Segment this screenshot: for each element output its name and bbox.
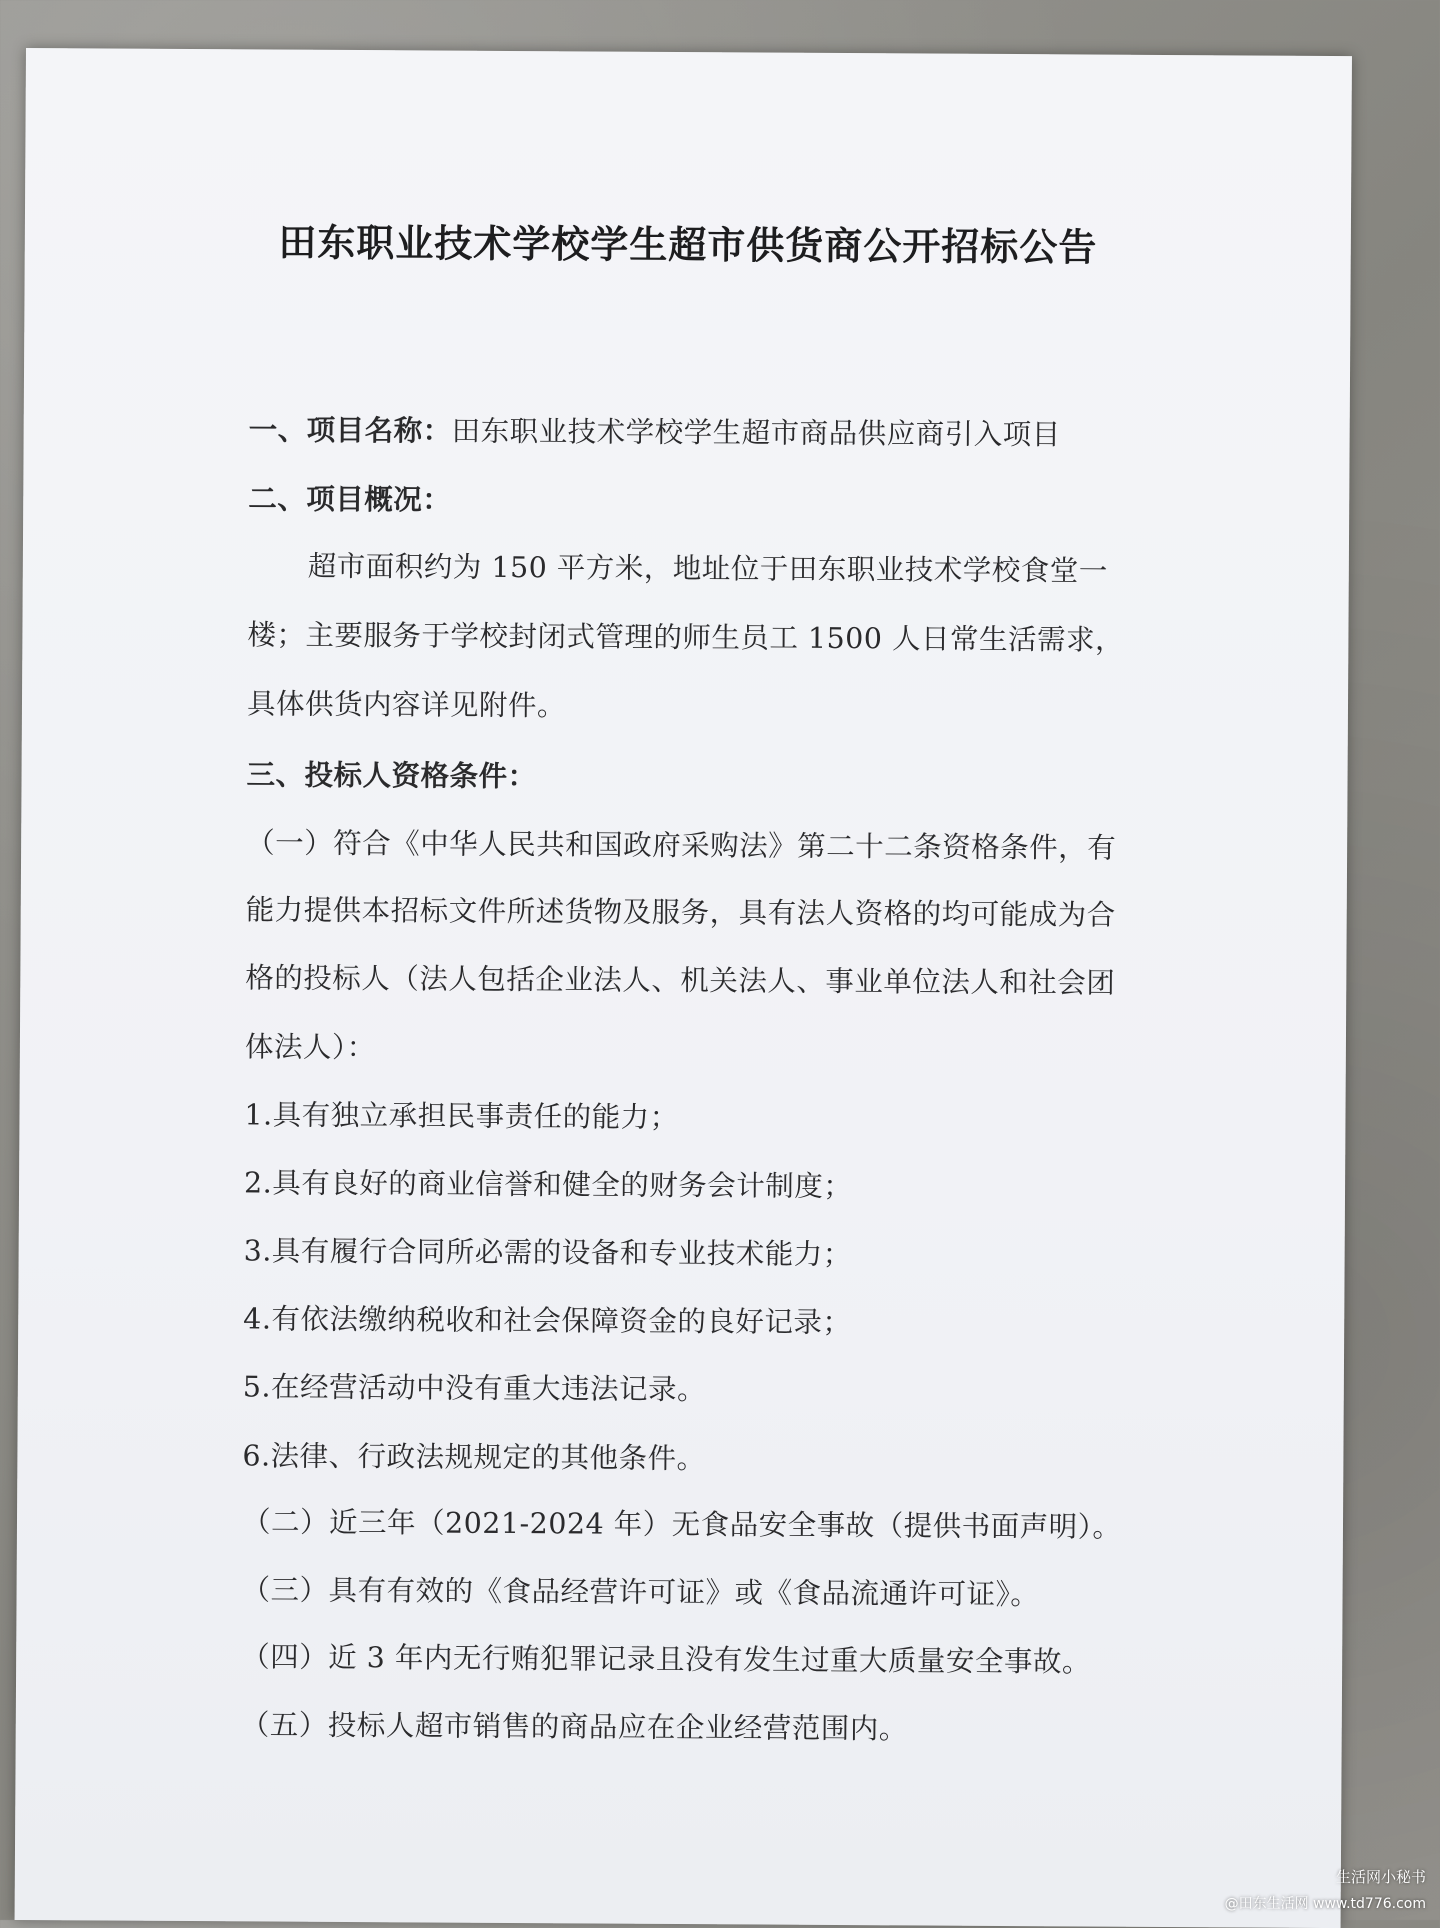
numbered-item: 3.具有履行合同所必需的设备和专业技术能力； — [243, 1234, 852, 1272]
item2-paragraph-line: 楼；主要服务于学校封闭式管理的师生员工 1500 人日常生活需求， — [247, 618, 1125, 657]
item1-value: 田东职业技术学校学生超市商品供应商引入项目 — [451, 414, 1061, 452]
item3-sub1-line: 格的投标人（法人包括企业法人、机关法人、事业单位法人和社会团 — [245, 961, 1116, 1000]
item3-sub1-line: （一）符合《中华人民共和国政府采购法》第二十二条资格条件，有 — [246, 826, 1117, 865]
item3-sub5: （五）投标人超市销售的商品应在企业经营范围内。 — [240, 1708, 908, 1746]
item3-sub1-line: 能力提供本招标文件所述货物及服务，具有法人资格的均可能成为合 — [245, 893, 1116, 932]
numbered-item: 4.有依法缴纳税收和社会保障资金的良好记录； — [243, 1302, 852, 1340]
item2-paragraph-line: 具体供货内容详见附件。 — [246, 687, 567, 723]
item1-label: 一、项目名称： — [248, 413, 452, 448]
item3-sub4: （四）近 3 年内无行贿犯罪记录且没有发生过重大质量安全事故。 — [241, 1640, 1092, 1679]
document-page — [15, 48, 1352, 1928]
numbered-item: 1.具有独立承担民事责任的能力； — [244, 1098, 679, 1135]
item3-sub2: （二）近三年（2021-2024 年）无食品安全事故（提供书面声明）。 — [241, 1505, 1122, 1544]
numbered-item: 2.具有良好的商业信誉和健全的财务会计制度； — [243, 1166, 853, 1204]
numbered-item: 5.在经营活动中没有重大违法记录。 — [242, 1370, 707, 1407]
numbered-item: 6.法律、行政法规规定的其他条件。 — [242, 1439, 706, 1476]
item3-label: 三、投标人资格条件： — [246, 758, 537, 794]
item3-sub1-line: 体法人）： — [244, 1030, 376, 1065]
document-title: 田东职业技术学校学生超市供货商公开招标公告 — [278, 220, 1098, 270]
watermark-line-2: @田东生活网 www.td776.com — [1224, 1896, 1426, 1912]
item2-label: 二、项目概况： — [248, 482, 452, 517]
watermark-line-1: 生活网小秘书 — [1335, 1868, 1426, 1886]
item2-paragraph-line: 超市面积约为 150 平方米，地址位于田东职业技术学校食堂一 — [307, 549, 1108, 588]
item3-sub3: （三）具有有效的《食品经营许可证》或《食品流通许可证》。 — [241, 1573, 1040, 1612]
item1-line — [249, 407, 1061, 453]
